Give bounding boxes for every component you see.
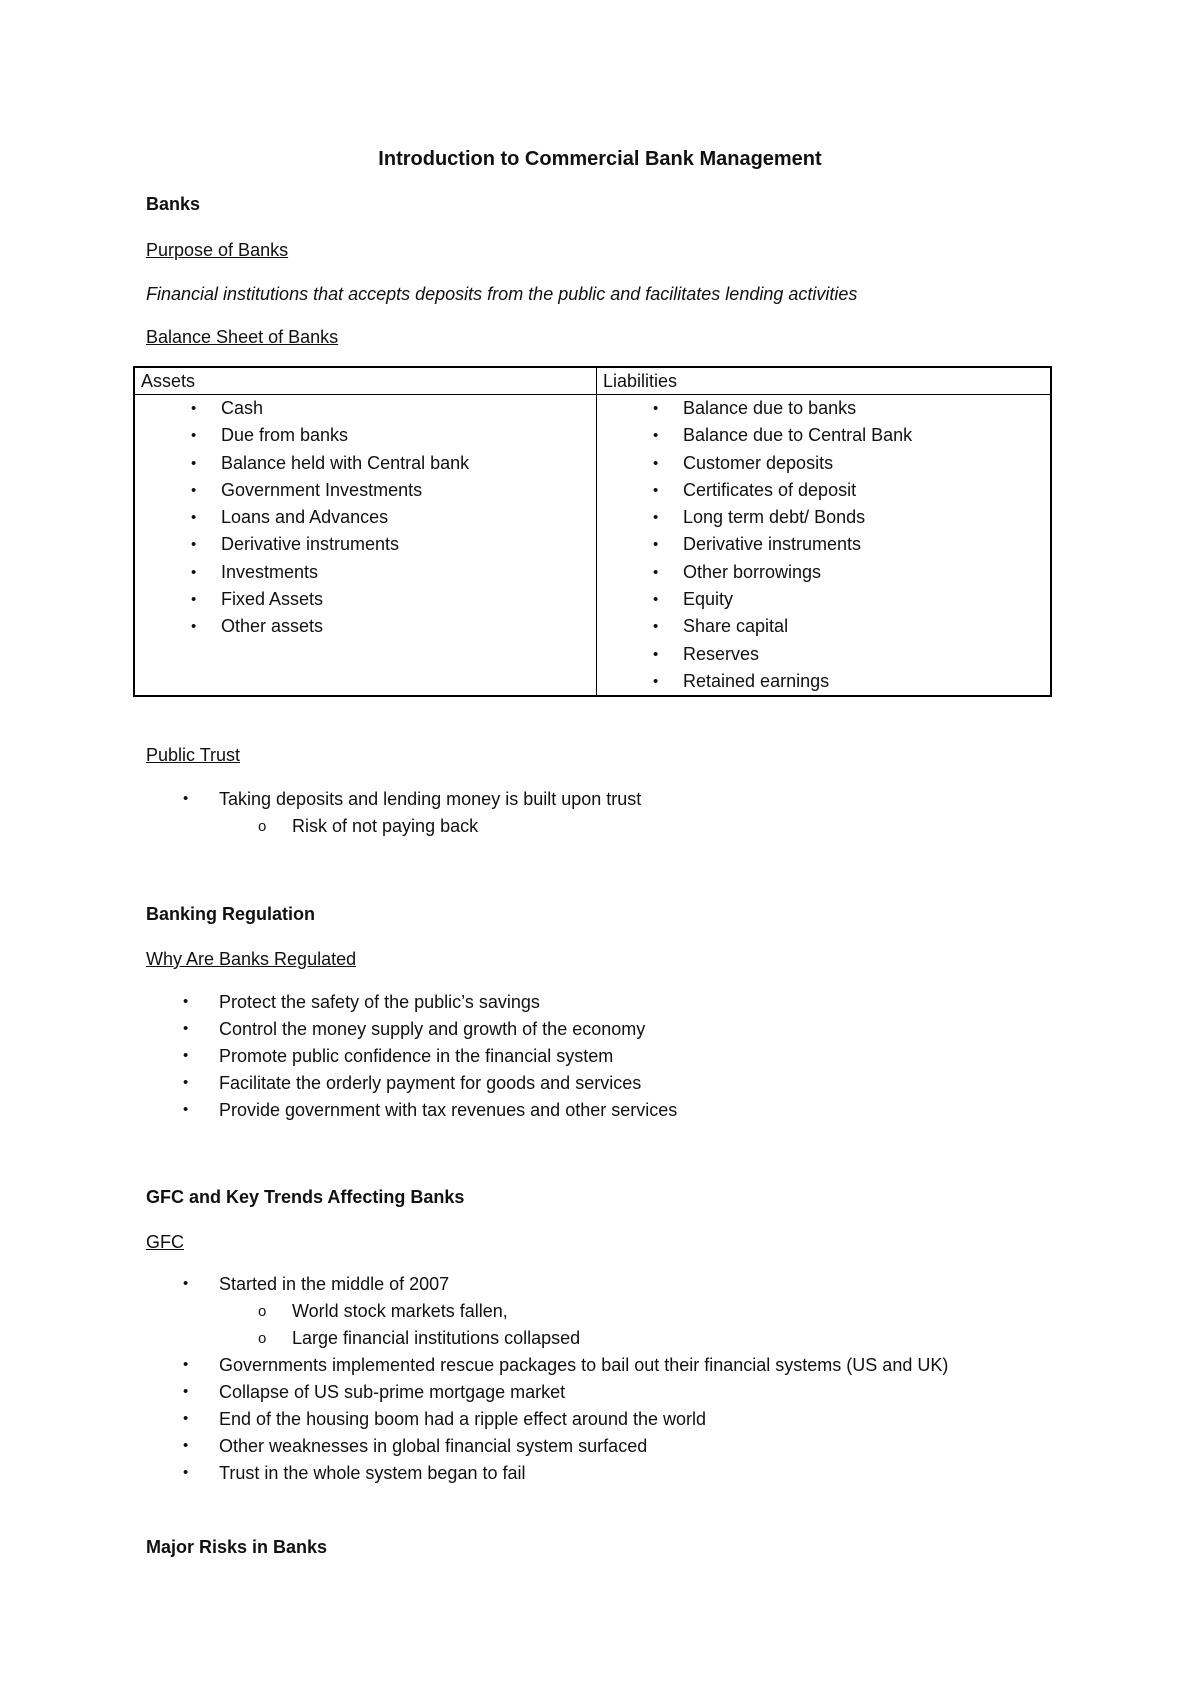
bullet-icon: • [653, 454, 659, 472]
gfc-point: Governments implemented rescue packages to bail out their financial systems (US and UK) [219, 1355, 949, 1375]
bullet-icon: • [191, 563, 197, 581]
list-item: • Due from banks [141, 422, 596, 449]
bullet-icon: • [183, 1275, 189, 1292]
bullet-icon: • [653, 591, 659, 609]
sub-bullet-icon: o [258, 1330, 267, 1347]
list-item: • Loans and Advances [141, 504, 596, 531]
trust-sub-point: Risk of not paying back [292, 816, 479, 836]
trust-point: Taking deposits and lending money is built upon trust [219, 789, 642, 809]
bullet-icon: • [653, 645, 659, 663]
heading-balance-sheet: Balance Sheet of Banks [146, 327, 339, 347]
bullet-icon: • [653, 400, 659, 417]
bullet-icon: • [191, 481, 197, 499]
list-item: • Balance due to banks [603, 395, 1050, 422]
list-item: • Reserves [603, 641, 1050, 668]
gfc-point: Other weaknesses in global financial system surfaced [219, 1436, 648, 1456]
regulation-point: Protect the safety of the public’s savings [219, 992, 540, 1012]
gfc-point: Trust in the whole system began to fail [219, 1463, 526, 1483]
bullet-icon: • [191, 591, 197, 609]
list-item: • Share capital [603, 613, 1050, 640]
bullet-icon: • [183, 1356, 189, 1373]
list-item: • Investments [141, 559, 596, 586]
list-item: • Derivative instruments [141, 531, 596, 558]
assets-list [141, 395, 596, 641]
heading-major-risks: Major Risks in Banks [146, 1537, 328, 1557]
regulation-point: Facilitate the orderly payment for goods and services [219, 1073, 642, 1093]
bullet-icon: • [653, 536, 659, 554]
bullet-icon: • [183, 1101, 189, 1118]
heading-gfc: GFC [146, 1232, 184, 1252]
list-item: • Fixed Assets [141, 586, 596, 613]
liabilities-header: Liabilities [597, 367, 1052, 395]
gfc-sub-point: World stock markets fallen, [292, 1301, 508, 1321]
list-item: • Cash [141, 395, 596, 422]
list-item: • Derivative instruments [603, 531, 1050, 558]
purpose-text: Financial institutions that accepts deposits from the public and facilitates lending activities [146, 284, 858, 304]
heading-banking-regulation: Banking Regulation [146, 904, 316, 924]
gfc-point: End of the housing boom had a ripple effect around the world [219, 1409, 707, 1429]
balance-sheet-table [133, 366, 1052, 697]
bullet-icon: • [183, 1074, 189, 1091]
bullet-icon: • [183, 1464, 189, 1481]
heading-banks: Banks [146, 194, 201, 214]
regulation-point: Provide government with tax revenues and other services [219, 1100, 678, 1120]
list-item: • Balance due to Central Bank [603, 422, 1050, 449]
bullet-icon: • [191, 509, 197, 527]
bullet-icon: • [653, 509, 659, 527]
bullet-icon: • [191, 400, 197, 417]
bullet-icon: • [183, 1410, 189, 1427]
gfc-point: Collapse of US sub-prime mortgage market [219, 1382, 566, 1402]
heading-public-trust: Public Trust [146, 745, 241, 765]
sub-bullet-icon: o [258, 818, 267, 835]
liabilities-cell [597, 395, 1052, 697]
bullet-icon: • [653, 481, 659, 499]
assets-cell [134, 395, 597, 697]
list-item: • Long term debt/ Bonds [603, 504, 1050, 531]
document-title: Introduction to Commercial Bank Management [378, 148, 822, 170]
bullet-icon: • [653, 427, 659, 445]
list-item: • Other assets [141, 613, 596, 640]
regulation-point: Promote public confidence in the financial system [219, 1046, 614, 1066]
list-item: • Balance held with Central bank [141, 450, 596, 477]
bullet-icon: • [183, 993, 189, 1010]
assets-header: Assets [134, 367, 597, 395]
bullet-icon: • [183, 1383, 189, 1400]
gfc-point: Started in the middle of 2007 [219, 1274, 450, 1294]
bullet-icon: • [653, 618, 659, 636]
heading-why-regulated: Why Are Banks Regulated [146, 949, 357, 969]
regulation-point: Control the money supply and growth of the economy [219, 1019, 646, 1039]
bullet-icon: • [653, 563, 659, 581]
bullet-icon: • [191, 618, 197, 636]
bullet-icon: • [183, 1047, 189, 1064]
bullet-icon: • [191, 536, 197, 554]
list-item: • Equity [603, 586, 1050, 613]
heading-purpose-of-banks: Purpose of Banks [146, 240, 289, 260]
list-item: • Certificates of deposit [603, 477, 1050, 504]
list-item: • Customer deposits [603, 450, 1050, 477]
gfc-sub-point: Large financial institutions collapsed [292, 1328, 581, 1348]
list-item: • Retained earnings [603, 668, 1050, 695]
list-item: • Other borrowings [603, 559, 1050, 586]
liabilities-list [603, 395, 1050, 695]
bullet-icon: • [183, 790, 189, 807]
bullet-icon: • [191, 454, 197, 472]
sub-bullet-icon: o [258, 1303, 267, 1320]
list-item: • Government Investments [141, 477, 596, 504]
bullet-icon: • [183, 1437, 189, 1454]
bullet-icon: • [653, 672, 659, 690]
bullet-icon: • [183, 1020, 189, 1037]
heading-gfc-trends: GFC and Key Trends Affecting Banks [146, 1187, 465, 1207]
bullet-icon: • [191, 427, 197, 445]
